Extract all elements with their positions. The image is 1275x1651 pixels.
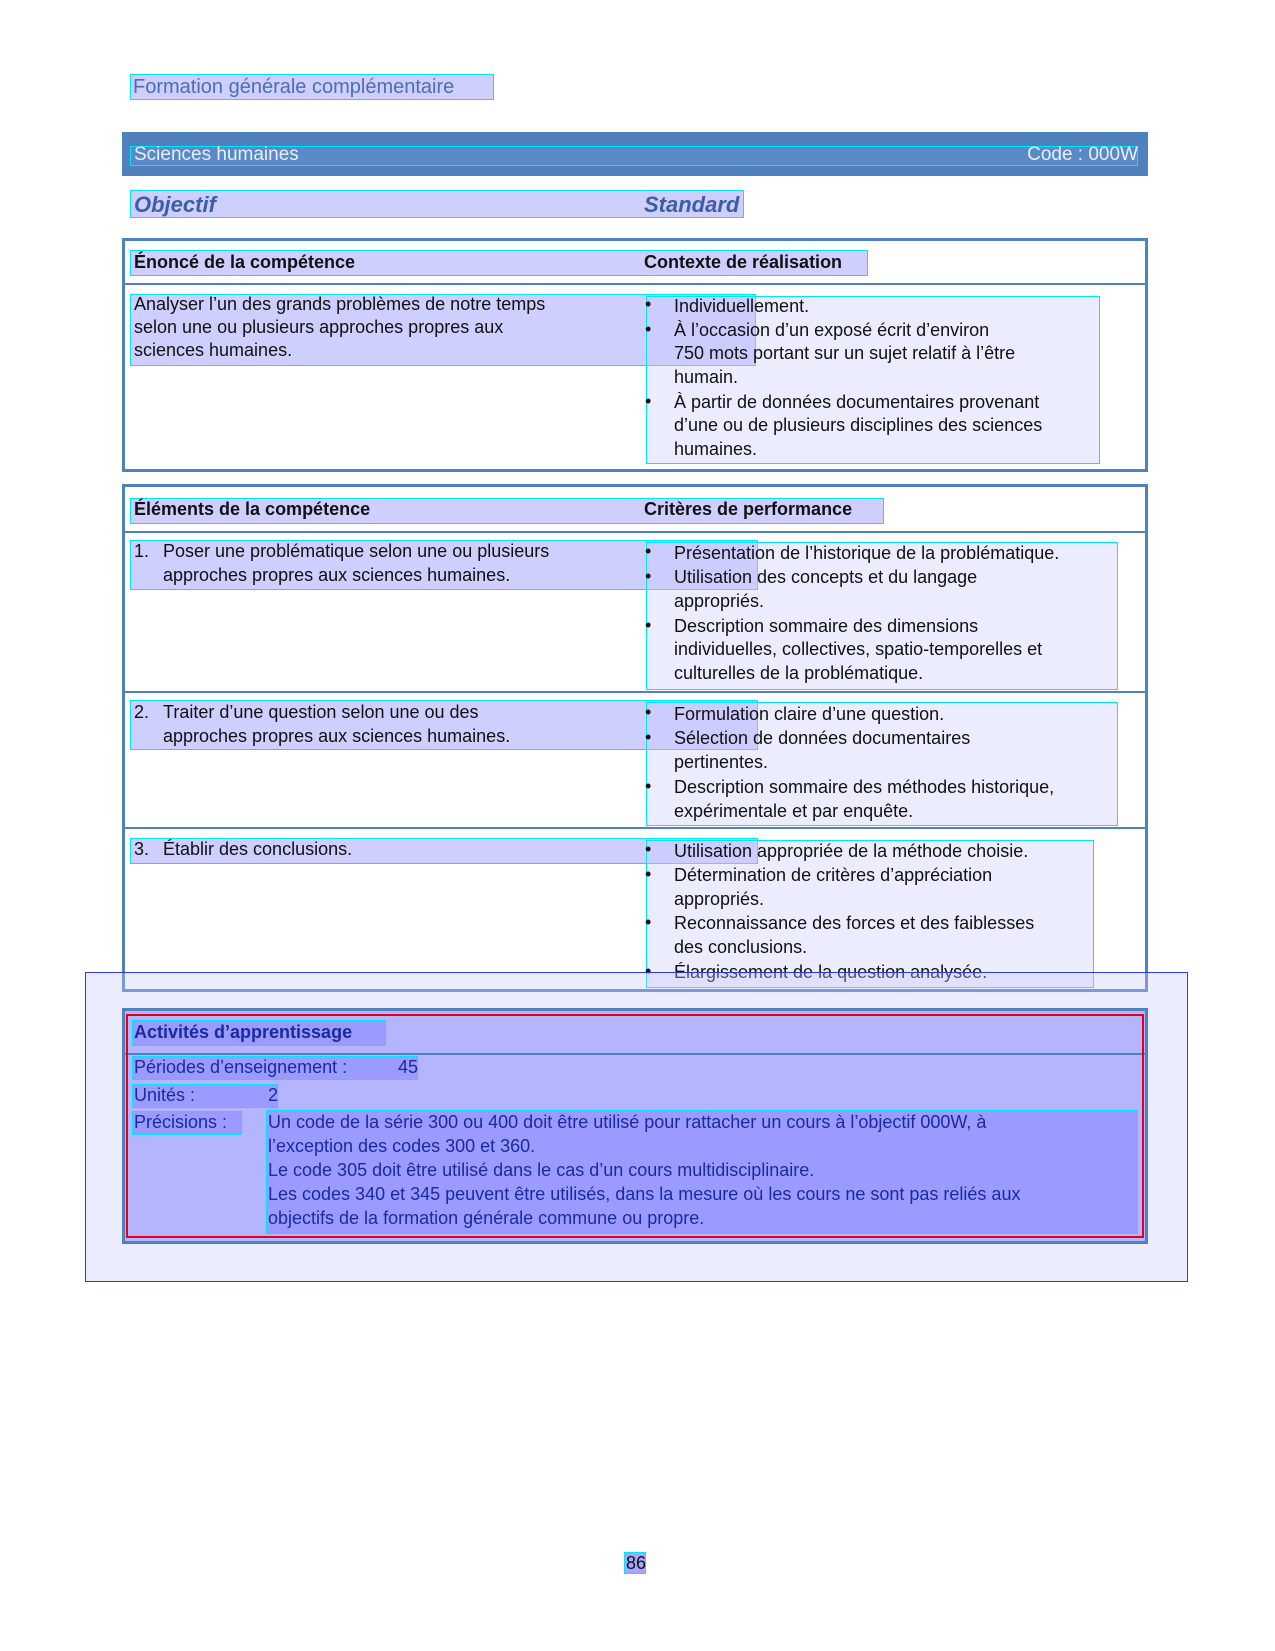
criteres-label: Critères de performance (644, 499, 853, 519)
enonce-line: Analyser l’un des grands problèmes de notre temps (134, 294, 546, 314)
unites-label: Unités : (134, 1085, 196, 1105)
criteria-item: Présentation de l’historique de la problématique. (674, 543, 1060, 563)
bullet-icon: • (645, 615, 652, 635)
contexte-item: humaines. (674, 439, 758, 459)
precisions-line: objectifs de la formation générale commune ou propre. (268, 1208, 705, 1228)
criteria-item: Détermination de critères d’appréciation (674, 865, 993, 885)
bullet-icon: • (645, 912, 652, 932)
bullet-icon: • (645, 566, 652, 586)
bullet-icon: • (645, 541, 652, 561)
criteria-item: Sélection de données documentaires (674, 728, 971, 748)
contexte-label: Contexte de réalisation (644, 252, 843, 272)
bullet-icon: • (645, 776, 652, 796)
criteria-item: Élargissement de la question analysée. (674, 962, 988, 982)
enonce-line: sciences humaines. (134, 340, 293, 360)
criteria-item: Formulation claire d’une question. (674, 704, 945, 724)
subject-name: Sciences humaines (134, 144, 299, 165)
element-line: Établir des conclusions. (163, 839, 353, 859)
criteria-item: Description sommaire des méthodes historique, (674, 777, 1055, 797)
periodes-label: Périodes d’enseignement : (134, 1057, 348, 1077)
enonce-label: Énoncé de la compétence (134, 252, 356, 272)
contexte-item: À partir de données documentaires provenant (674, 392, 1040, 412)
enonce-line: selon une ou plusieurs approches propres aux (134, 317, 504, 337)
criteria-item: Reconnaissance des forces et des faiblesses (674, 913, 1035, 933)
criteria-item: individuelles, collectives, spatio-temporelles et (674, 639, 1043, 659)
activities-title: Activités d’apprentissage (134, 1022, 353, 1042)
periodes-value: 45 (398, 1057, 419, 1077)
contexte-item: d’une ou de plusieurs disciplines des sciences (674, 415, 1043, 435)
criteria-item: culturelles de la problématique. (674, 663, 924, 683)
criteria-item: appropriés. (674, 591, 765, 611)
objectif-heading: Objectif (134, 192, 216, 217)
element-line: approches propres aux sciences humaines. (163, 726, 511, 746)
unites-value: 2 (268, 1085, 279, 1105)
page-number: 86 (626, 1553, 647, 1573)
bullet-icon: • (645, 864, 652, 884)
criteria-item: expérimentale et par enquête. (674, 801, 914, 821)
bullet-icon: • (645, 391, 652, 411)
criteria-item: des conclusions. (674, 937, 808, 957)
criteria-item: appropriés. (674, 889, 765, 909)
contexte-item: 750 mots portant sur un sujet relatif à l’être (674, 343, 1016, 363)
bullet-icon: • (645, 702, 652, 722)
precisions-label: Précisions : (134, 1112, 228, 1132)
precisions-line: Les codes 340 et 345 peuvent être utilisés, dans la mesure où les cours ne sont pas reliés aux (268, 1184, 1021, 1204)
page-header-title: Formation générale complémentaire (133, 76, 455, 98)
contexte-item: Individuellement. (674, 296, 810, 316)
subject-code: Code : 000W (1027, 144, 1138, 165)
element-number: 2. (134, 702, 150, 722)
standard-heading: Standard (644, 192, 740, 217)
contexte-item: À l’occasion d’un exposé écrit d’environ (674, 320, 990, 340)
element-line: Poser une problématique selon une ou plusieurs (163, 541, 550, 561)
element-number: 1. (134, 541, 150, 561)
bullet-icon: • (645, 961, 652, 981)
bullet-icon: • (645, 319, 652, 339)
contexte-item: humain. (674, 367, 739, 387)
bullet-icon: • (645, 294, 652, 314)
element-number: 3. (134, 839, 150, 859)
element-line: approches propres aux sciences humaines. (163, 565, 511, 585)
precisions-line: l’exception des codes 300 et 360. (268, 1136, 536, 1156)
bullet-icon: • (645, 727, 652, 747)
criteria-item: Description sommaire des dimensions (674, 616, 979, 636)
criteria-item: Utilisation des concepts et du langage (674, 567, 978, 587)
criteria-item: pertinentes. (674, 752, 769, 772)
precisions-line: Le code 305 doit être utilisé dans le cas d’un cours multidisciplinaire. (268, 1160, 815, 1180)
bullet-icon: • (645, 839, 652, 859)
criteria-item: Utilisation appropriée de la méthode choisie. (674, 841, 1029, 861)
elements-label: Éléments de la compétence (134, 499, 371, 519)
element-line: Traiter d’une question selon une ou des (163, 702, 479, 722)
precisions-line: Un code de la série 300 ou 400 doit être utilisé pour rattacher un cours à l’objectif 000W, à (268, 1112, 987, 1132)
